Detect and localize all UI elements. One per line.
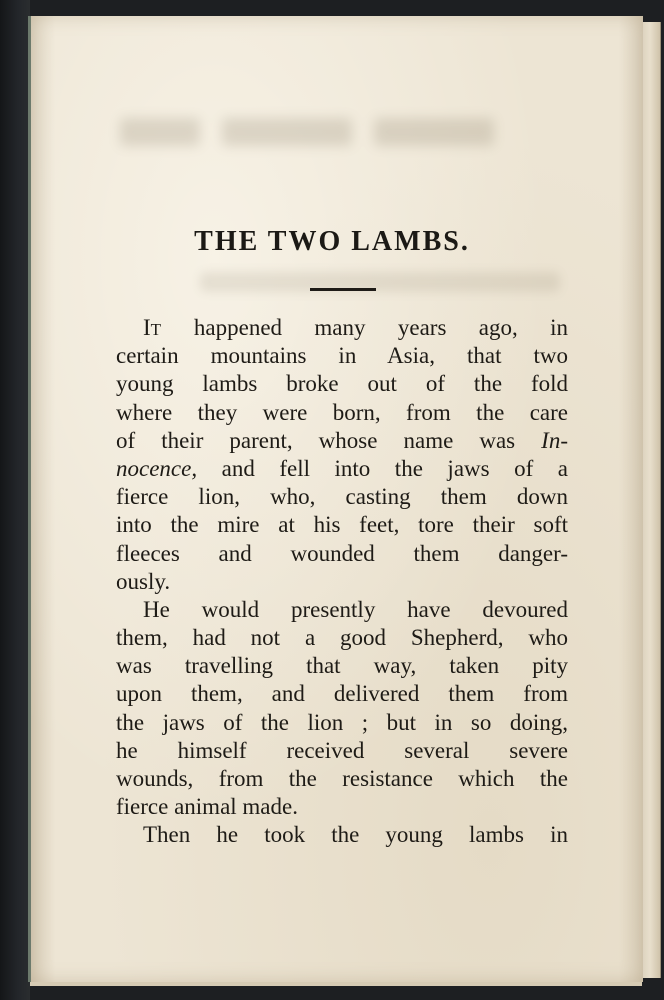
- book-spine-shadow: [0, 0, 30, 1000]
- text-line: fleeces and wounded them danger-: [116, 540, 568, 566]
- body-text: [116, 314, 568, 850]
- text-line: ously.: [116, 568, 171, 594]
- text-line: [116, 427, 568, 455]
- show-through-text: [120, 118, 570, 168]
- text-line: into the mire at his feet, tore their soft: [116, 512, 568, 538]
- text-line: fierce animal made.: [116, 794, 298, 820]
- text-line: young lambs broke out of the fold: [116, 371, 568, 397]
- drop-word-cap: I: [143, 315, 151, 340]
- text-line: them, had not a good Shepherd, who: [116, 625, 568, 651]
- text-line: wounds, from the resistance which the: [116, 766, 568, 791]
- chapter-title: THE TWO LAMBS.: [194, 226, 470, 257]
- text-line: certain mountains in Asia, that two: [116, 343, 568, 369]
- text-line: where they were born, from the care: [116, 399, 568, 425]
- show-through-subtitle: [200, 272, 560, 292]
- title-rule: [310, 288, 376, 291]
- drop-word-small: T: [150, 320, 162, 339]
- line-6-after: and fell into the jaws of a: [197, 455, 568, 481]
- text-line: fierce lion, who, casting them down: [116, 484, 568, 510]
- line-5-italic: In-: [541, 427, 568, 453]
- text-line: was travelling that way, taken pity: [116, 653, 568, 679]
- text-line: he himself received several severe: [116, 737, 568, 763]
- text-line: [116, 314, 568, 342]
- text-line: upon them, and delivered them from: [116, 681, 568, 707]
- text-line: He would presently have devoured: [143, 596, 568, 622]
- line-1-rest: happened many years ago, in: [161, 315, 568, 340]
- adjacent-page-edge: [640, 22, 661, 978]
- text-line: [116, 455, 568, 483]
- line-6-italic: nocence,: [116, 455, 198, 481]
- line-5-before: of their parent, whose name was: [116, 427, 542, 453]
- text-line: Then he took the young lambs in: [143, 822, 568, 848]
- text-line: the jaws of the lion ; but in so doing,: [116, 709, 568, 735]
